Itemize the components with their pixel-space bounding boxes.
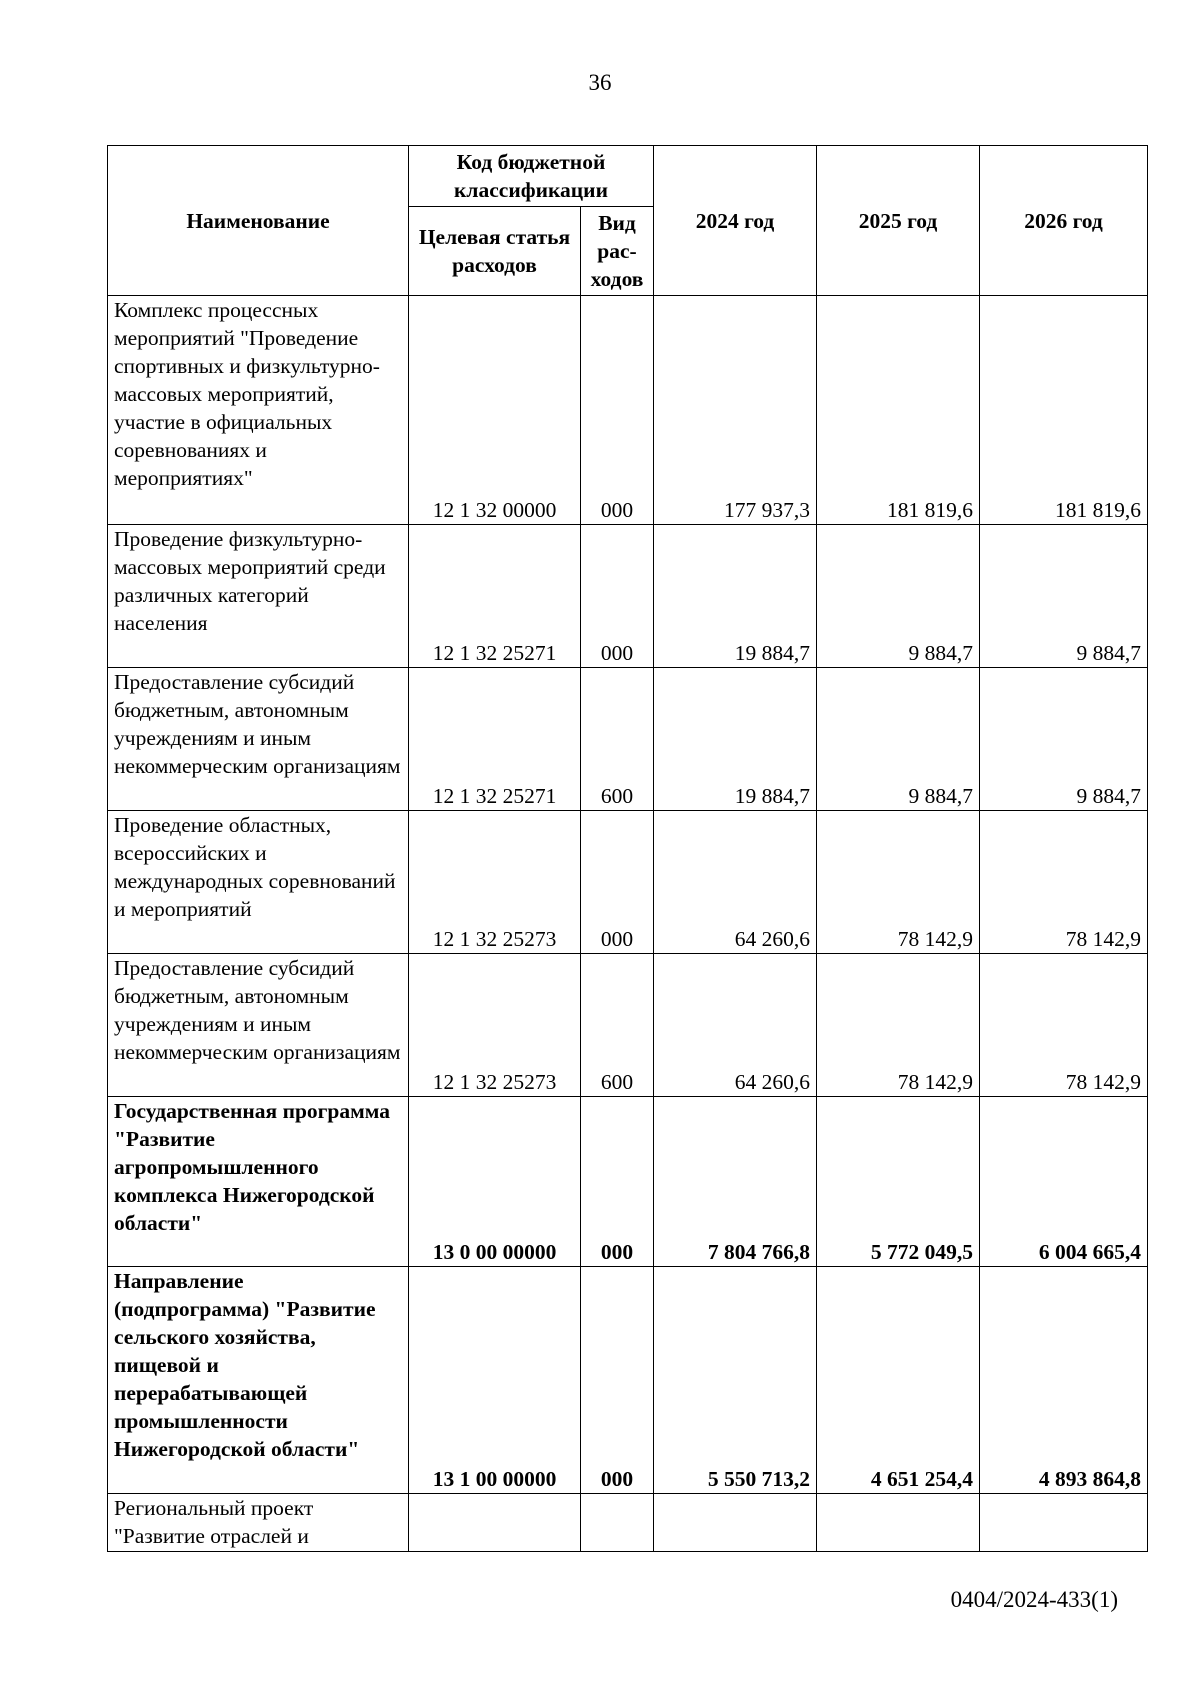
- header-target-article: Целевая статья расходов: [409, 207, 581, 296]
- header-name: Наименование: [108, 146, 409, 296]
- table-row: [108, 1267, 1148, 1494]
- row-name: Предоставление субсидий бюджетным, автономным учреждениям и иным некоммерческим организациям: [108, 954, 409, 1097]
- row-value-2024: 19 884,7: [654, 668, 817, 811]
- table-row: [108, 1097, 1148, 1267]
- row-name: Направление (подпрограмма) "Развитие сельского хозяйства, пищевой и перерабатывающей промышленности Нижегородской области": [108, 1267, 409, 1494]
- row-value-2026: 6 004 665,4: [980, 1097, 1148, 1267]
- row-value-2026: 9 884,7: [980, 668, 1148, 811]
- row-value-2024: 64 260,6: [654, 954, 817, 1097]
- table-row: [108, 954, 1148, 1097]
- row-name: Комплекс процессных мероприятий "Проведение спортивных и физкультурно-массовых мероприятий, участие в официальных соревнованиях и мероприятиях": [108, 296, 409, 525]
- row-target-article: 12 1 32 25273: [409, 954, 581, 1097]
- row-value-2025: 78 142,9: [817, 811, 980, 954]
- row-value-2025: 5 772 049,5: [817, 1097, 980, 1267]
- row-value-2024: 177 937,3: [654, 296, 817, 525]
- row-value-2026: 78 142,9: [980, 811, 1148, 954]
- document-id: 0404/2024-433(1): [950, 1587, 1118, 1612]
- row-target-article: 12 1 32 25271: [409, 668, 581, 811]
- row-value-2025: 9 884,7: [817, 525, 980, 668]
- row-value-2024: 64 260,6: [654, 811, 817, 954]
- row-target-article: 12 1 32 25273: [409, 811, 581, 954]
- budget-table: [107, 145, 1148, 1552]
- row-value-2026: 181 819,6: [980, 296, 1148, 525]
- row-value-2025: [817, 1494, 980, 1552]
- row-expense-type: 600: [581, 668, 654, 811]
- row-value-2026: [980, 1494, 1148, 1552]
- table-row: [108, 296, 1148, 525]
- row-expense-type: [581, 1494, 654, 1552]
- row-value-2024: 5 550 713,2: [654, 1267, 817, 1494]
- row-value-2026: 9 884,7: [980, 525, 1148, 668]
- row-target-article: 12 1 32 25271: [409, 525, 581, 668]
- row-value-2026: 4 893 864,8: [980, 1267, 1148, 1494]
- row-name: Государственная программа "Развитие агропромышленного комплекса Нижегородской области": [108, 1097, 409, 1267]
- row-expense-type: 000: [581, 296, 654, 525]
- header-2026: 2026 год: [980, 146, 1148, 296]
- header-2024: 2024 год: [654, 146, 817, 296]
- row-name: Проведение областных, всероссийских и международных соревнований и мероприятий: [108, 811, 409, 954]
- row-value-2024: [654, 1494, 817, 1552]
- row-value-2025: 9 884,7: [817, 668, 980, 811]
- row-expense-type: 600: [581, 954, 654, 1097]
- table-row: [108, 1494, 1148, 1552]
- row-value-2025: 78 142,9: [817, 954, 980, 1097]
- row-value-2025: 4 651 254,4: [817, 1267, 980, 1494]
- row-name: Региональный проект "Развитие отраслей и: [108, 1494, 409, 1552]
- row-expense-type: 000: [581, 1097, 654, 1267]
- row-expense-type: 000: [581, 811, 654, 954]
- table-row: [108, 525, 1148, 668]
- table-row: [108, 668, 1148, 811]
- row-value-2024: 7 804 766,8: [654, 1097, 817, 1267]
- row-target-article: [409, 1494, 581, 1552]
- row-expense-type: 000: [581, 1267, 654, 1494]
- row-target-article: 13 1 00 00000: [409, 1267, 581, 1494]
- row-name: Проведение физкультурно-массовых мероприятий среди различных категорий населения: [108, 525, 409, 668]
- row-name: Предоставление субсидий бюджетным, автономным учреждениям и иным некоммерческим организациям: [108, 668, 409, 811]
- header-2025: 2025 год: [817, 146, 980, 296]
- row-expense-type: 000: [581, 525, 654, 668]
- row-target-article: 12 1 32 00000: [409, 296, 581, 525]
- row-value-2025: 181 819,6: [817, 296, 980, 525]
- row-target-article: 13 0 00 00000: [409, 1097, 581, 1267]
- header-expense-type: Вид рас-ходов: [581, 207, 654, 296]
- row-value-2026: 78 142,9: [980, 954, 1148, 1097]
- row-value-2024: 19 884,7: [654, 525, 817, 668]
- page-number: 36: [588, 70, 612, 95]
- table-row: [108, 811, 1148, 954]
- header-code-group: Код бюджетной классификации: [409, 146, 654, 207]
